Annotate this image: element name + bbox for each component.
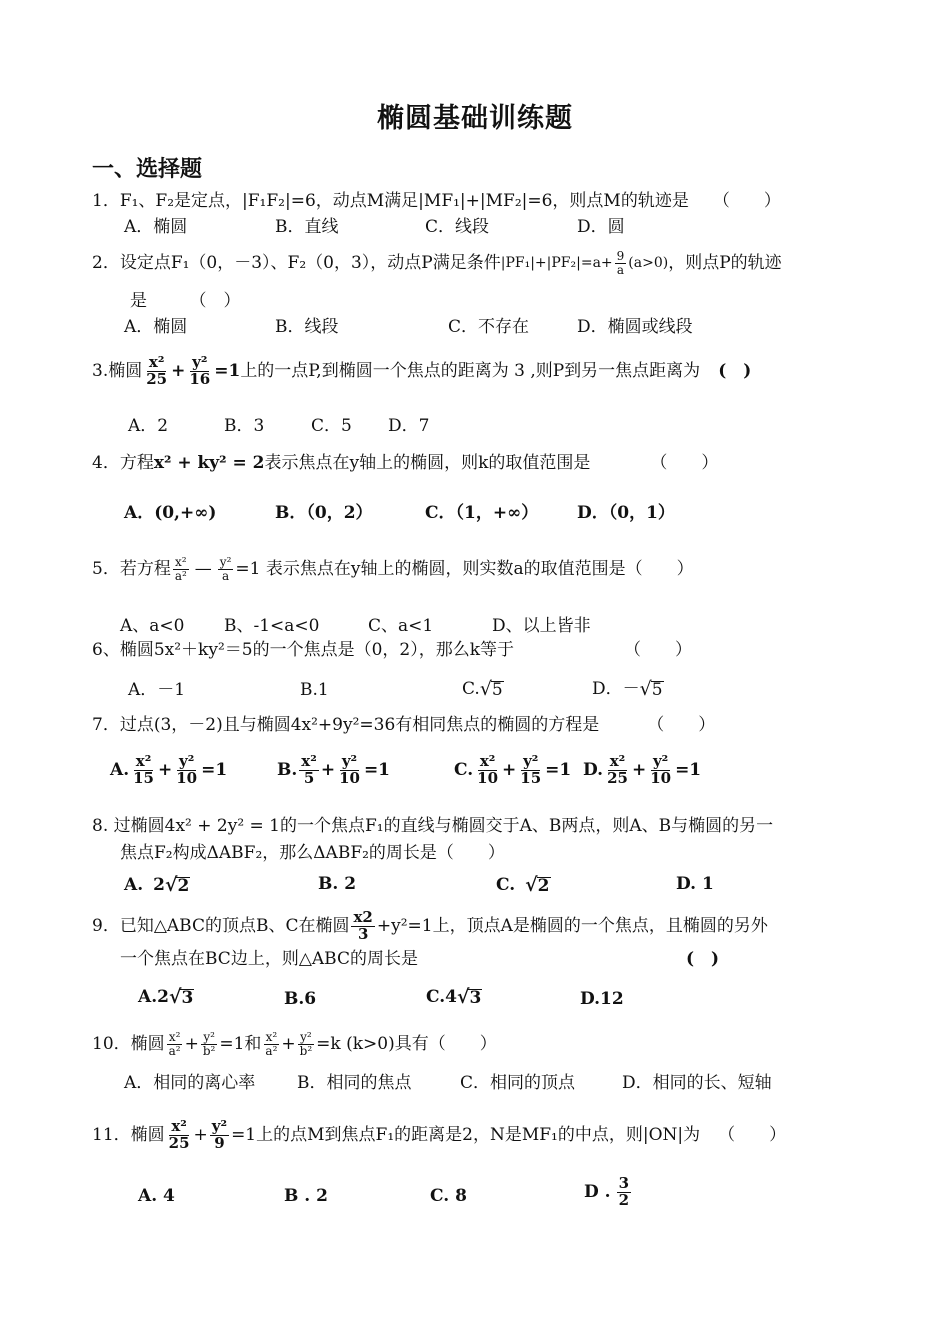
q9-option-b: B.6 <box>284 989 317 1009</box>
question-4-pre: 4．方程 <box>92 453 154 473</box>
q7-c-xden: 10 <box>477 768 499 787</box>
q7-a-label: A. <box>110 759 130 780</box>
q2-option-a: A．椭圆 <box>124 317 188 337</box>
q8-option-b: B. 2 <box>318 874 357 894</box>
q5-f2-den: a <box>222 568 230 583</box>
q6-option-a: A．－1 <box>128 680 186 700</box>
q3-option-a: A．2 <box>128 416 169 436</box>
q6-option-c <box>462 680 504 699</box>
question-5 <box>92 556 694 582</box>
q5-fraction-1 <box>173 556 189 582</box>
question-2-line2: 是 （ ） <box>130 291 241 311</box>
q5-option-b: B、-1<a<0 <box>224 616 320 636</box>
q7-c-yden: 15 <box>520 768 542 787</box>
q2-option-c: C．不存在 <box>448 317 530 337</box>
question-9-pre: 9．已知△ABC的顶点B、C在椭圆 <box>92 915 350 936</box>
q6-option-c-label: C. <box>462 679 480 699</box>
q7-d-xden: 25 <box>607 768 628 787</box>
q1-option-b: B．直线 <box>275 217 339 237</box>
q5-minus: — <box>194 558 212 579</box>
q10-f2-num: y² <box>203 1030 215 1044</box>
q8-c-label: C. <box>496 875 516 895</box>
q5-option-a: A、a<0 <box>120 616 185 636</box>
q10-f3-den: a² <box>265 1043 278 1058</box>
q11-option-d <box>584 1176 633 1209</box>
q3-f2-den: 16 <box>189 369 211 388</box>
question-2 <box>92 250 782 276</box>
q11-option-c: C. 8 <box>430 1186 467 1206</box>
q3-eq: =1 <box>214 360 241 381</box>
question-11-pre: 11．椭圆 <box>92 1124 165 1145</box>
question-7 <box>92 717 715 734</box>
q3-option-c: C．5 <box>311 416 352 436</box>
answer-paren: ( ) <box>718 360 752 381</box>
q7-option-b: B. $\frac{\text{x²}}{5}$ + $\frac{\text{y²}}{10}$ =1 <box>277 752 391 787</box>
q5-fraction-2 <box>218 556 234 582</box>
question-9-line2 <box>120 951 719 968</box>
question-7-text: 7．过点(3，－2)且与椭圆4x²+9y²=36有相同焦点的椭圆的方程是 <box>92 715 600 735</box>
q2-fraction <box>615 250 627 276</box>
question-2-cond: |PF₁|+|PF₂|=a+ <box>500 255 613 272</box>
q7-d-ynum: y² <box>652 752 669 770</box>
q3-f1-den: 25 <box>146 369 168 388</box>
question-10-pre: 10．椭圆 <box>92 1033 165 1054</box>
q10-f3-num: x² <box>265 1030 278 1044</box>
q5-f2-num: y² <box>219 555 232 569</box>
question-2-cond2: (a>0) <box>628 255 669 272</box>
q7-a-xden: 15 <box>133 768 154 787</box>
q7-a-eq: =1 <box>201 759 228 780</box>
q9-f-num: x2 <box>353 908 373 926</box>
question-4-post: 表示焦点在y轴上的椭圆，则k的取值范围是 <box>264 453 591 473</box>
q3-f1-num: x² <box>148 353 165 371</box>
q6-option-b: B.1 <box>300 680 329 700</box>
question-11-post: =1上的点M到焦点F₁的距离是2，N是MF₁的中点，则|ON|为 <box>231 1124 701 1145</box>
question-6 <box>92 642 692 659</box>
answer-paren: （ ） <box>650 453 719 473</box>
q5-f1-num: x² <box>175 555 187 569</box>
q5-f1-den: a² <box>174 568 187 583</box>
question-9 <box>92 910 768 943</box>
question-8-line2: 焦点F₂构成ΔABF₂，那么ΔABF₂的周长是（ ） <box>120 843 505 863</box>
sqrt-symbol: √ 5 <box>479 678 503 700</box>
q4-option-c: C．（1，+∞） <box>425 503 539 523</box>
q7-b-xnum: x² <box>301 752 317 770</box>
q9-option-d: D.12 <box>580 989 624 1009</box>
answer-paren: （ ） <box>718 1124 787 1145</box>
q7-option-d: D. $\frac{\text{x²}}{25}$ + $\frac{\text{y²}}{10}$ =1 <box>583 752 702 787</box>
q11-option-b: B . 2 <box>284 1186 328 1206</box>
q6-option-d-value: 5 <box>651 679 663 700</box>
q7-a-xnum: x² <box>135 752 152 770</box>
q6-option-d-label: D．－ <box>592 679 640 699</box>
q10-option-b: B．相同的焦点 <box>297 1073 412 1093</box>
question-8-line1: 8. 过椭圆4x² + 2y² = 1的一个焦点F₁的直线与椭圆交于A、B两点，则A、B与椭圆的另一 <box>92 816 774 836</box>
q7-c-label: C. <box>454 759 474 780</box>
q4-option-d: D．（0，1） <box>577 503 675 523</box>
q8-option-c <box>496 876 551 895</box>
q8-a-label: A. <box>124 875 144 895</box>
question-9-post: +y²=1上，顶点A是椭圆的一个焦点，且椭圆的另外 <box>376 915 768 936</box>
q7-a-ynum: y² <box>179 752 195 770</box>
sqrt-symbol: √ 5 <box>639 678 663 700</box>
q7-c-eq: =1 <box>545 759 572 780</box>
q9-option-c <box>426 988 482 1007</box>
q11-d-den: 2 <box>618 1190 630 1209</box>
q8-option-d: D. 1 <box>676 874 714 894</box>
q11-option-a: A. 4 <box>138 1186 175 1206</box>
q7-b-yden: 10 <box>339 768 360 787</box>
q9-option-a <box>138 988 194 1007</box>
q7-b-ynum: y² <box>341 752 358 770</box>
q4-option-b: B．（0，2） <box>275 503 373 523</box>
q1-option-a: A．椭圆 <box>124 217 188 237</box>
q8-a-value: 2 <box>177 875 190 896</box>
q2-option-d: D．椭圆或线段 <box>577 317 693 337</box>
question-10-mid: =1和 <box>219 1033 262 1054</box>
sqrt-symbol: √ 3 <box>456 986 482 1008</box>
q9-f-den: 3 <box>357 924 369 943</box>
q1-option-d: D．圆 <box>577 217 625 237</box>
q11-d-label: D . <box>584 1181 611 1202</box>
q2-option-b: B．线段 <box>275 317 339 337</box>
q8-c-value: 2 <box>537 875 550 896</box>
answer-paren: （ ） <box>647 715 716 735</box>
q7-d-eq: =1 <box>675 759 702 780</box>
q7-d-yden: 10 <box>650 768 672 787</box>
question-11: 11．椭圆 $\frac{\text{x²}}{25}$ + $\frac{\text{y²}}{9}$ =1上的点M到焦点F₁的距离是2，N是MF₁的中点，则|ON|为 （ ） <box>92 1117 787 1152</box>
question-2-pre: 2．设定点F₁（0，－3）、F₂（0，3），动点P满足条件 <box>92 252 501 273</box>
answer-paren: ( ) <box>685 949 720 969</box>
question-2-post: ，则点P的轨迹 <box>668 252 782 273</box>
question-9-line2-text: 一个焦点在BC边上，则△ABC的周长是 <box>120 949 418 969</box>
q2-frac-den: a <box>616 262 625 277</box>
q7-c-xnum: x² <box>479 752 496 770</box>
q9-c-label: C.4 <box>426 987 457 1007</box>
question-10: 10．椭圆 $\frac{\text{x²}}{\text{a²}}$ + $\frac{\text{y²}}{\text{b²}}$ =1和 $\frac{\text{x²}}{\text{a²}}$ + $\frac{\text{y²}}{\text{b²}}$ =k (k>0)具有（ ） <box>92 1030 497 1058</box>
question-6-text: 6、椭圆5x²＋ky²＝5的一个焦点是（0，2），那么k等于 <box>92 640 515 660</box>
q11-d-num: 3 <box>618 1174 630 1192</box>
q4-option-a: A．(0,+∞) <box>124 503 217 523</box>
sqrt-symbol: √ 3 <box>168 986 194 1008</box>
q11-f2-num: y² <box>211 1117 228 1135</box>
q10-f2-den: b² <box>202 1043 216 1058</box>
question-4-eqn: x² + ky² = 2 <box>153 453 265 473</box>
q9-c-value: 3 <box>469 987 482 1008</box>
q10-option-d: D．相同的长、短轴 <box>622 1073 772 1093</box>
q9-fraction <box>351 910 374 943</box>
q7-b-label: B. <box>277 759 298 780</box>
section-heading: 一、选择题 <box>92 156 203 182</box>
q9-a-value: 3 <box>181 987 194 1008</box>
question-3-post: 上的一点P,到椭圆一个焦点的距离为 3 ,则P到另一焦点距离为 <box>240 360 701 381</box>
q6-option-c-value: 5 <box>491 679 503 700</box>
q7-a-yden: 10 <box>176 768 198 787</box>
q5-option-d: D、以上皆非 <box>492 616 591 636</box>
q10-option-a: A．相同的离心率 <box>124 1073 256 1093</box>
q10-f4-num: y² <box>300 1030 312 1044</box>
q2-frac-num: 9 <box>616 249 625 263</box>
question-3: 3.椭圆 $\frac{\text{x²}}{25}$ + $\frac{\text{y²}}{16}$ =1 上的一点P,到椭圆一个焦点的距离为 3 ,则P到另一焦点距离为 ( ) <box>92 353 752 388</box>
question-5-post: =1 表示焦点在y轴上的椭圆，则实数a的取值范围是（ ） <box>235 558 694 579</box>
q7-d-label: D. <box>583 759 604 780</box>
sqrt-symbol: √ 2 <box>164 874 190 896</box>
q3-fraction-2 <box>187 355 212 388</box>
question-4 <box>92 455 718 472</box>
question-3-pre: 3.椭圆 <box>92 360 143 381</box>
question-5-pre: 5．若方程 <box>92 558 171 579</box>
q10-f1-den: a² <box>168 1043 181 1058</box>
q11-f1-num: x² <box>171 1117 187 1135</box>
answer-paren: （ ） <box>712 191 781 211</box>
q11-f2-den: 9 <box>214 1133 225 1152</box>
page-title: 椭圆基础训练题 <box>377 103 573 134</box>
question-1 <box>92 193 781 210</box>
q10-f1-num: x² <box>168 1030 181 1044</box>
question-10-post: =k (k>0)具有（ ） <box>316 1033 497 1054</box>
q8-a-coef: 2 <box>153 875 165 895</box>
q10-f4-den: b² <box>299 1043 313 1058</box>
q10-option-c: C．相同的顶点 <box>460 1073 576 1093</box>
q7-option-c: C. $\frac{\text{x²}}{10}$ + $\frac{\text{y²}}{15}$ =1 <box>454 752 572 787</box>
q7-b-xden: 5 <box>303 768 315 787</box>
q7-option-a: A. $\frac{\text{x²}}{15}$ + $\frac{\text{y²}}{10}$ =1 <box>110 752 228 787</box>
q5-option-c: C、a<1 <box>368 616 434 636</box>
q6-option-d <box>592 680 664 699</box>
q11-f1-den: 25 <box>168 1133 190 1152</box>
q7-d-xnum: x² <box>609 752 626 770</box>
q3-fraction-1 <box>144 355 169 388</box>
q1-option-c: C．线段 <box>425 217 490 237</box>
q8-option-a <box>124 876 190 895</box>
q9-a-label: A.2 <box>138 987 169 1007</box>
q7-c-ynum: y² <box>523 752 539 770</box>
question-1-text: 1．F₁、F₂是定点，|F₁F₂|=6，动点M满足|MF₁|+|MF₂|=6，则点M的轨迹是 <box>92 191 689 211</box>
q3-option-d: D．7 <box>388 416 430 436</box>
q3-f2-num: y² <box>192 353 208 371</box>
answer-paren: （ ） <box>624 640 693 660</box>
q3-option-b: B．3 <box>224 416 265 436</box>
q7-b-eq: =1 <box>363 759 391 780</box>
sqrt-symbol: √ 2 <box>525 874 550 896</box>
